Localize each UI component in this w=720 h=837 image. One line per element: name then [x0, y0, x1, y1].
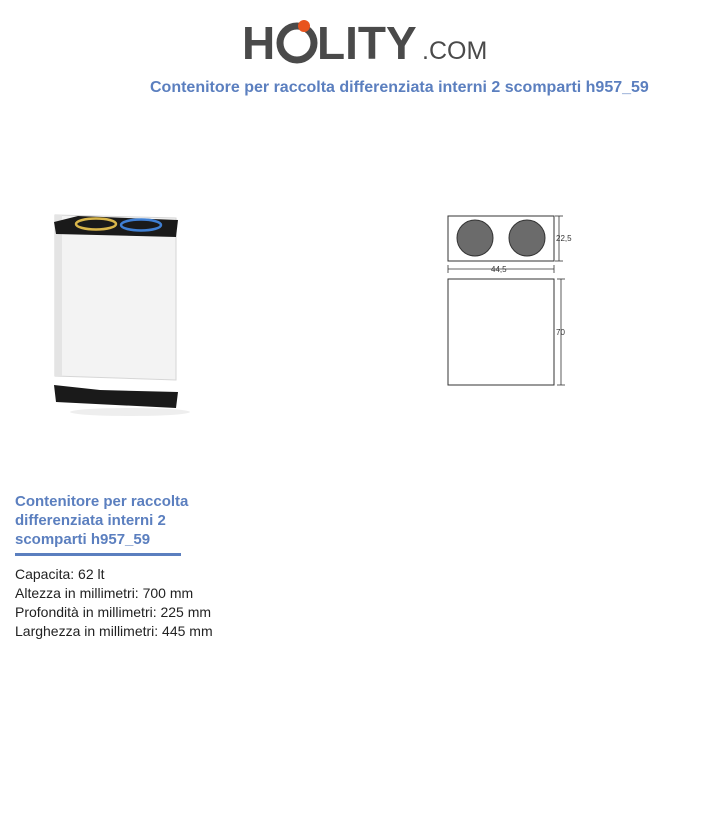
holity-logo-image: [242, 12, 502, 68]
spec-depth: Profondità in millimetri: 225 mm: [15, 604, 212, 620]
depth-label: 22,5: [556, 234, 572, 243]
spec-height: Altezza in millimetri: 700 mm: [15, 585, 194, 601]
height-label: 70: [556, 328, 565, 337]
svg-text:LITY: LITY: [317, 17, 417, 68]
spec-width: Larghezza in millimetri: 445 mm: [15, 623, 213, 639]
dimension-drawing: [440, 210, 580, 395]
title-underline: [15, 553, 181, 556]
product-image: [0, 180, 235, 470]
spec-capacity: Capacita: 62 lt: [15, 566, 105, 582]
width-label: 44,5: [491, 265, 507, 274]
page-title: Contenitore per raccolta differenziata interni 2 scomparti h957_59: [150, 79, 649, 96]
svg-text:.COM: .COM: [422, 37, 488, 65]
product-title: Contenitore per raccolta differenziata interni 2 scomparti h957_59: [15, 493, 189, 548]
svg-text:H: H: [242, 17, 276, 68]
site-logo[interactable]: [242, 12, 502, 68]
spec-list: [15, 565, 213, 641]
